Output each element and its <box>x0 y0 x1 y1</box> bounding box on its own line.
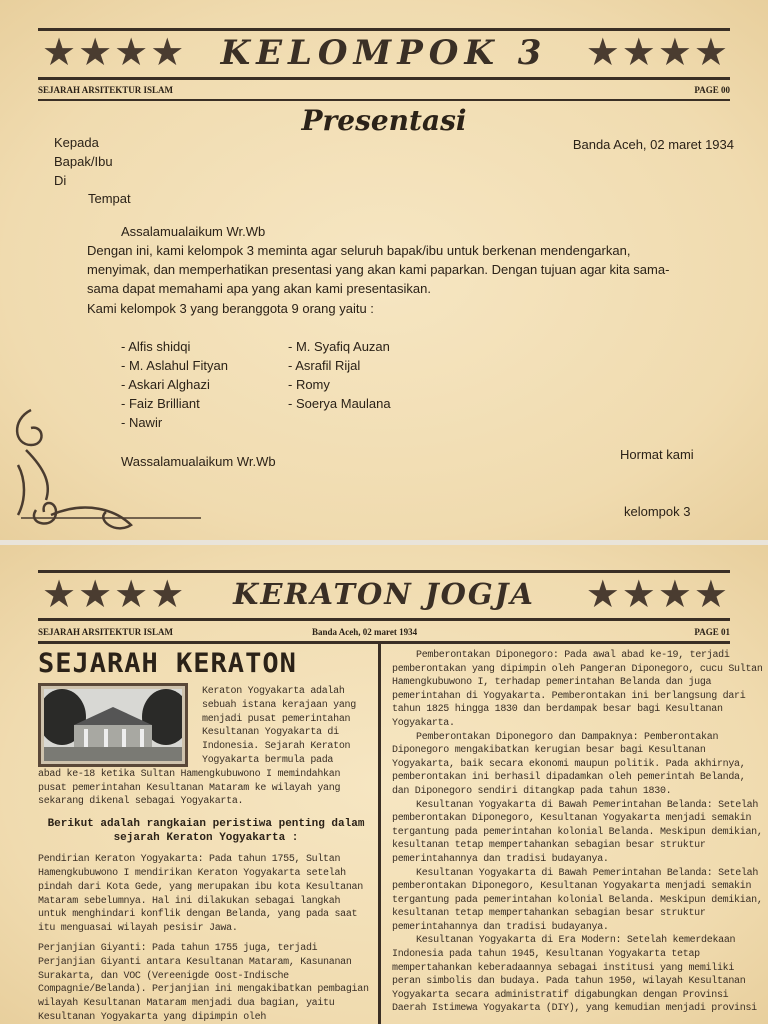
letter-date: Banda Aceh, 02 maret 1934 <box>572 137 734 152</box>
recipient-line: Bapak/Ibu <box>54 154 113 169</box>
divider <box>38 618 730 621</box>
member-name: - Soerya Maulana <box>288 396 391 411</box>
divider <box>38 28 730 31</box>
divider <box>38 570 730 573</box>
member-name: - M. Syafiq Auzan <box>288 339 390 354</box>
event-paragraph: Kesultanan Yogyakarta di Era Modern: Setelah kemerdekaan Indonesia pada tahun 1945, Kesultanan Yogyakarta tetap mempertahankan keberadaannya sebagai institusi yang memiliki peran simbolis dan budaya. Pada tahun 1950, wilayah Kesultanan Yogyakarta secara administratif digabungkan dengan Provinsi Daerah Istimewa Yogyakarta (DIY), yang kemudian menjadi provinsi <box>392 935 757 1015</box>
ornament-flourish-icon <box>6 400 206 538</box>
recipient <box>54 133 113 190</box>
member-name: - Asrafil Rijal <box>288 358 361 373</box>
regards: Hormat kami <box>620 447 694 462</box>
events-left-column <box>38 853 374 1024</box>
member-name: - Alfis shidqi <box>121 339 191 354</box>
members-intro: Kami kelompok 3 yang beranggota 9 orang yaitu : <box>87 301 374 316</box>
masthead-title: KELOMPOK 3 <box>220 33 548 73</box>
divider <box>38 641 730 644</box>
greeting: Assalamualaikum Wr.Wb <box>121 224 266 239</box>
letter-title: Presentasi <box>301 104 467 137</box>
event-paragraph: Pemberontakan Diponegoro: Pada awal abad ke-19, terjadi pemberontakan yang dipimpin oleh Pangeran Diponegoro, cucu Sultan Hamengkubuwono I, terhadap pemerintahan Belanda dan juga pemerintahan di Yogyakarta. Pemberontakan ini berlangsung dari tahun 1825 hingga 1830 dan berdampak besar bagi Kesultanan Yogyakarta. <box>392 650 763 729</box>
member-name: - Askari Alghazi <box>121 377 210 392</box>
intro-text-wrapped: Keraton Yogyakarta adalah sebuah istana kerajaan yang menjadi pusat pemerintahan Kesultanan Yogyakarta di Indonesia. Sejarah Keraton Yogyakarta bermula pada <box>202 686 356 766</box>
events-right-column <box>392 649 764 1016</box>
stars-right-icon: ★★★★ <box>585 32 730 74</box>
section-label: SEJARAH ARSITEKTUR ISLAM <box>38 85 174 95</box>
headline: SEJARAH KERATON <box>38 648 297 679</box>
page-keraton <box>0 545 768 1024</box>
page-number: PAGE 01 <box>694 627 730 637</box>
page-date: Banda Aceh, 02 maret 1934 <box>312 627 418 637</box>
member-name: - Nawir <box>121 415 163 430</box>
page-number: PAGE 00 <box>694 85 730 95</box>
keraton-building-image <box>44 689 182 761</box>
closing: Wassalamualaikum Wr.Wb <box>121 454 276 469</box>
intro-text: abad ke-18 ketika Sultan Hamengkubuwono I memindahkan pusat pemerintahan Kesultanan Mataram ke wilayah yang sekarang dikenal sebagai Yogyakarta. <box>38 768 341 808</box>
event-paragraph: Kesultanan Yogyakarta di Bawah Pemerintahan Belanda: Setelah pemberontakan Diponegoro, Kesultanan Yogyakarta menjadi semakin tergantung pada pemerintahan kolonial Belanda. Meskipun demikian, kesultanan tetap mempertahankan sebagian besar struktur pemerintahannya dan tradisi budayanya. <box>392 799 763 865</box>
signature: kelompok 3 <box>624 504 691 519</box>
recipient-line: Kepada <box>54 135 99 150</box>
member-name: - Faiz Brilliant <box>121 396 200 411</box>
event-paragraph: Pendirian Keraton Yogyakarta: Pada tahun 1755, Sultan Hamengkubuwono I mendirikan Keraton Yogyakarta setelah pindah dari Kota Gede, yang merupakan ibu kota Kesultanan Mataram sebelumnya. Hal ini dilakukan sebagai langkah untuk menghindari konflik dengan Belanda, yang pada saat itu menguasai wilayah pesisir Jawa. <box>38 854 363 935</box>
event-paragraph: Pemberontakan Diponegoro dan Dampaknya: Pemberontakan Diponegoro mengakibatkan kerugian besar bagi Kesultanan Yogyakarta, baik secara ekonomi maupun politik. Pada akhirnya, pemberontakan ini berhasil dipadamkan oleh pemerintah Belanda, dan Diponegoro sendiri ditangkap pada tahun 1830. <box>392 731 746 797</box>
stars-left-icon: ★★★★ <box>42 574 187 616</box>
recipient-line: Di <box>54 173 67 188</box>
left-column <box>38 649 374 1024</box>
section-label: SEJARAH ARSITEKTUR ISLAM <box>38 627 174 637</box>
stars-left-icon: ★★★★ <box>42 32 187 74</box>
members-list-right <box>288 337 391 413</box>
divider <box>38 99 730 101</box>
stars-right-icon: ★★★★ <box>585 574 730 616</box>
masthead-title: KERATON JOGJA <box>233 577 535 611</box>
keraton-photo <box>38 683 188 767</box>
events-subheading: Berikut adalah rangkaian peristiwa penting dalam sejarah Keraton Yogyakarta : <box>47 818 365 845</box>
divider <box>38 77 730 80</box>
event-paragraph: Perjanjian Giyanti: Pada tahun 1755 juga, terjadi Perjanjian Giyanti antara Kesultanan Mataram, Kasunanan Surakarta, dan VOC (Vereenigde Oost-Indische Compagnie/Belanda). Perjanjian ini mengakibatkan pembagian wilayah Kesultanan Mataram menjadi dua bagian, yaitu Kesultanan Yogyakarta yang dipimpin oleh <box>38 942 369 1023</box>
recipient-place: Tempat <box>88 191 131 206</box>
member-name: - Romy <box>288 377 330 392</box>
letter-body: Dengan ini, kami kelompok 3 meminta agar seluruh bapak/ibu untuk berkenan mendengarkan, menyimak, dan memperhatikan presentasi yang akan kami paparkan. Dengan tujuan agar kita sama-sama dapat memahami apa yang akan kami presentasikan. <box>87 243 670 296</box>
event-paragraph: Kesultanan Yogyakarta di Bawah Pemerintahan Belanda: Setelah pemberontakan Diponegoro, Kesultanan Yogyakarta menjadi semakin tergantung pada pemerintahan kolonial Belanda. Meskipun demikian, kesultanan tetap mempertahankan sebagian besar struktur pemerintahannya dan tradisi budayanya. <box>392 867 763 933</box>
member-name: - M. Aslahul Fityan <box>121 358 228 373</box>
